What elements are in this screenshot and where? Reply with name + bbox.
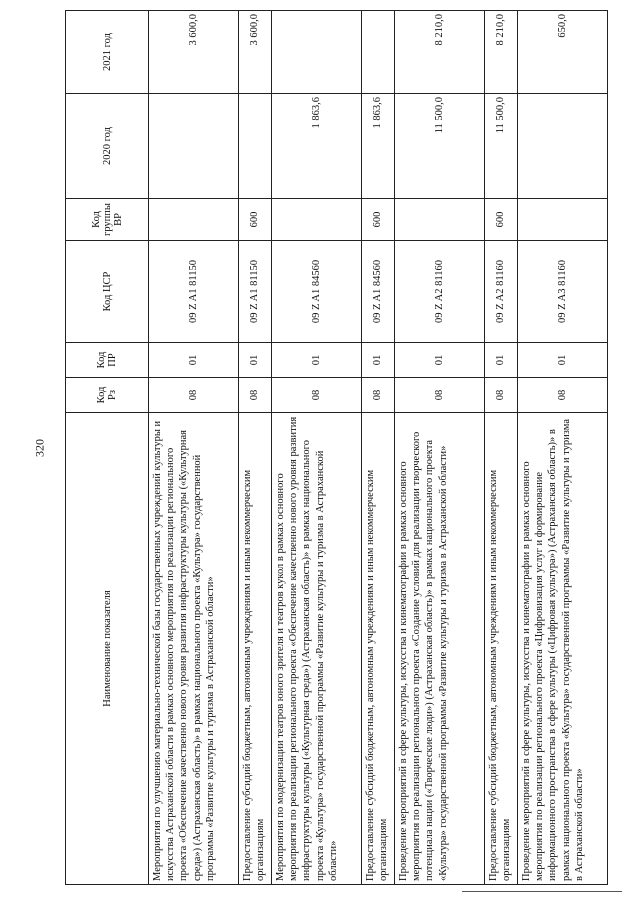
cell-vr: 600 <box>239 199 272 241</box>
cell-2021 <box>362 11 395 94</box>
header-pr: Код ПР <box>66 343 149 378</box>
cell-name: Предоставление субсидий бюджетным, автономным учреждениям и иным некоммерческим организациям <box>362 413 395 885</box>
cell-vr <box>518 199 608 241</box>
cell-rz: 08 <box>395 378 485 413</box>
header-2021: 2021 год <box>66 11 149 94</box>
cell-csr: 09 Z A1 84560 <box>272 241 362 343</box>
cell-name: Проведение мероприятий в сфере культуры, искусства и кинематографии в рамках основного мероприятия по реализации регионального проекта «Цифровизация услуг и формирование информационного пространства в сфере культуры («Цифровая культура») (Астраханская область)» в рамках национального проекта «Культура» государственной программы «Развитие культуры и туризма в Астраханской области» <box>518 413 608 885</box>
cell-pr: 01 <box>272 343 362 378</box>
table-row <box>239 11 272 885</box>
cell-2020 <box>239 94 272 199</box>
cell-2021: 8 210,0 <box>485 11 518 94</box>
cell-pr: 01 <box>518 343 608 378</box>
cell-2021: 8 210,0 <box>395 11 485 94</box>
cell-pr: 01 <box>485 343 518 378</box>
cell-csr: 09 Z A2 81160 <box>485 241 518 343</box>
cell-2020: 1 863,6 <box>272 94 362 199</box>
cell-rz: 08 <box>362 378 395 413</box>
cell-rz: 08 <box>149 378 239 413</box>
table-row <box>518 11 608 885</box>
cell-name: Проведение мероприятий в сфере культуры, искусства и кинематографии в рамках основного мероприятия по реализации регионального проекта «Создание условий для реализации творческого потенциала нации («Творческие люди») (Астраханская область)» в рамках национального проекта «Культура» государственной программы «Развитие культуры и туризма в Астраханской области» <box>395 413 485 885</box>
cell-pr: 01 <box>362 343 395 378</box>
table-row <box>395 11 485 885</box>
cell-csr: 09 Z A1 81150 <box>239 241 272 343</box>
cell-vr <box>149 199 239 241</box>
header-rz: Код Рз <box>66 378 149 413</box>
page-number: 320 <box>32 439 47 457</box>
cell-rz: 08 <box>485 378 518 413</box>
header-csr: Код ЦСР <box>66 241 149 343</box>
cell-pr: 01 <box>239 343 272 378</box>
cell-pr: 01 <box>395 343 485 378</box>
cell-csr: 09 Z A1 84560 <box>362 241 395 343</box>
header-vr: Код группы ВР <box>66 199 149 241</box>
cell-2021 <box>272 11 362 94</box>
cell-2020 <box>518 94 608 199</box>
cell-name: Предоставление субсидий бюджетным, автономным учреждениям и иным некоммерческим организациям <box>485 413 518 885</box>
cell-2021: 650,0 <box>518 11 608 94</box>
cell-name: Мероприятия по улучшению материально-технической базы государственных учреждений культуры и искусства Астраханской области в рамках основного мероприятия по реализации регионального проекта «Обеспечение качественно нового уровня развития инфраструктуры культуры («Культурная среда») (Астраханская область)» в рамках национального проекта «Культура» государственной программы «Развитие культуры и туризма в Астраханской области» <box>149 413 239 885</box>
table-header-row <box>66 11 149 885</box>
cell-name: Предоставление субсидий бюджетным, автономным учреждениям и иным некоммерческим организациям <box>239 413 272 885</box>
table-row <box>485 11 518 885</box>
table-row <box>149 11 239 885</box>
table-row <box>272 11 362 885</box>
cell-2021: 3 600,0 <box>149 11 239 94</box>
cell-csr: 09 Z A1 81150 <box>149 241 239 343</box>
header-2020: 2020 год <box>66 94 149 199</box>
cell-vr <box>395 199 485 241</box>
cell-rz: 08 <box>239 378 272 413</box>
rotated-table-wrapper <box>65 14 600 885</box>
cell-csr: 09 Z A3 81160 <box>518 241 608 343</box>
cell-2021: 3 600,0 <box>239 11 272 94</box>
cell-pr: 01 <box>149 343 239 378</box>
header-name: Наименование показателя <box>66 413 149 885</box>
cell-2020: 11 500,0 <box>485 94 518 199</box>
table-row <box>362 11 395 885</box>
cell-vr <box>272 199 362 241</box>
cell-vr: 600 <box>362 199 395 241</box>
cell-2020 <box>149 94 239 199</box>
bottom-rule <box>462 891 622 892</box>
cell-name: Мероприятия по модернизации театров юного зрителя и театров кукол в рамках основного мероприятия по реализации регионального проекта «Обеспечение качественно нового уровня развития инфраструктуры культуры («Культурная среда») (Астраханская область)» в рамках национального проекта «Культура» государственной программы «Развитие культуры и туризма в Астраханской области» <box>272 413 362 885</box>
cell-csr: 09 Z A2 81160 <box>395 241 485 343</box>
cell-2020: 11 500,0 <box>395 94 485 199</box>
cell-2020: 1 863,6 <box>362 94 395 199</box>
budget-table <box>65 10 608 885</box>
cell-rz: 08 <box>518 378 608 413</box>
cell-rz: 08 <box>272 378 362 413</box>
cell-vr: 600 <box>485 199 518 241</box>
